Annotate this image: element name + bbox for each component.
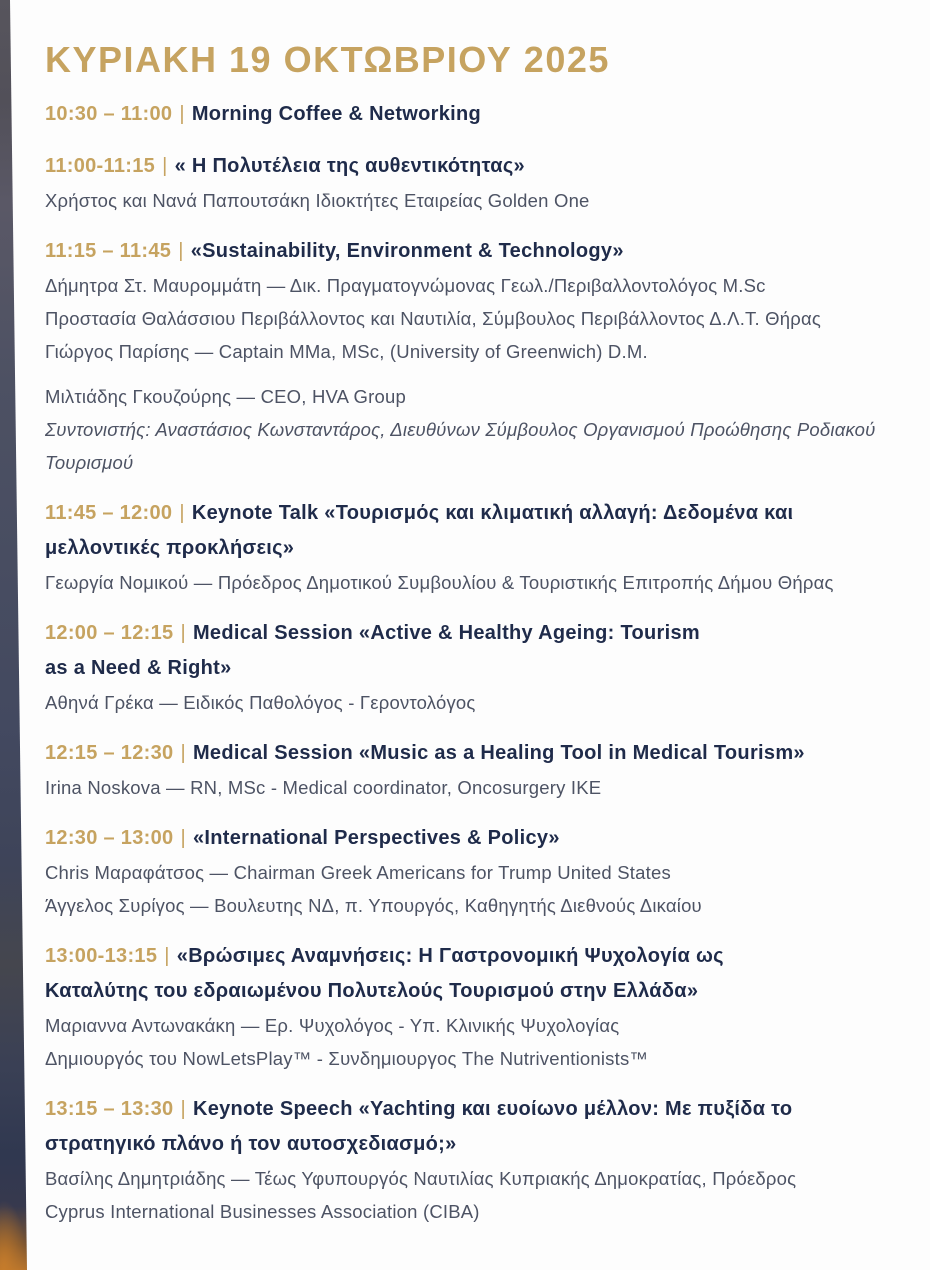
session-speaker: Χρήστος και Νανά Παπουτσάκη Ιδιοκτήτες Εταιρείας Golden One [45,190,590,211]
session-title: «International Perspectives & Policy» [192,827,560,849]
time-separator: | [178,240,184,262]
session-title-continuation: μελλοντικές προκλήσεις» [45,537,295,559]
session-header [45,1092,890,1127]
session-speaker: Μαριαννα Αντωνακάκη — Ερ. Ψυχολόγος - Υπ. Κλινικής Ψυχολογίας [45,1015,620,1036]
session-header [45,97,890,132]
session-time: 11:45 – 12:00 [45,502,173,524]
session-time: 13:15 – 13:30 [45,1098,174,1120]
session-time: 11:15 – 11:45 [45,240,172,262]
session-moderator: Συντονιστής: Αναστάσιος Κωνσταντάρος, Διευθύνων Σύμβουλος Οργανισμού Προώθησης Ροδιακού [45,419,876,440]
session-title: Medical Session «Active & Healthy Ageing: Tourism [192,622,700,644]
session-time: 10:30 – 11:00 [45,103,173,125]
session-speaker: Προστασία Θαλάσσιου Περιβάλλοντος και Ναυτιλία, Σύμβουλος Περιβάλλοντος Δ.Λ.Τ. Θήρας [45,308,821,329]
session-title: Keynote Talk «Τουρισμός και κλιματική αλλαγή: Δεδομένα και [191,502,794,524]
time-separator: | [179,103,185,125]
session-title-continuation: as a Need & Right» [45,657,232,679]
session-speaker: Δημιουργός του NowLetsPlay™ - Συνδημιουργος The Nutriventionists™ [45,1048,649,1069]
session-header [45,736,890,771]
session [45,939,890,1075]
time-separator: | [179,502,185,524]
session-title-continuation: Καταλύτης του εδραιωμένου Πολυτελούς Τουρισμού στην Ελλάδα» [45,980,699,1002]
session-title: «Sustainability, Environment & Technology» [190,240,624,262]
session-title: Morning Coffee & Networking [191,103,482,125]
time-separator: | [164,945,170,967]
session-header [45,939,890,974]
session-speaker: Δήμητρα Στ. Μαυρομμάτη — Δικ. Πραγματογνώμονας Γεωλ./Περιβαλλοντολόγος M.Sc [45,275,766,296]
session [45,234,890,479]
session-header [45,821,890,856]
session-time: 11:00-11:15 [45,155,156,177]
session-speaker: Γεωργία Νομικού — Πρόεδρος Δημοτικού Συμβουλίου & Τουριστικής Επιτροπής Δήμου Θήρας [45,572,834,593]
session [45,496,890,599]
session-moderator: Τουρισμού [45,452,134,473]
session-title: Keynote Speech «Yachting και ευοίωνο μέλλον: Με πυξίδα το [192,1098,793,1120]
session-header [45,496,890,531]
session-speaker: Chris Μαραφάτσος — Chairman Greek Americans for Trump United States [45,862,671,883]
session [45,821,890,922]
session [45,97,890,132]
session-header [45,149,890,184]
session-title-continuation: στρατηγικό πλάνο ή τον αυτοσχεδιασμό;» [45,1133,457,1155]
session [45,1092,890,1228]
session-title: «Βρώσιμες Αναμνήσεις: Η Γαστρονομική Ψυχολογία ως [176,945,724,967]
session-time: 12:00 – 12:15 [45,622,174,644]
session-speaker: Βασίλης Δημητριάδης — Τέως Υφυπουργός Ναυτιλίας Κυπριακής Δημοκρατίας, Πρόεδρος [45,1168,797,1189]
session-speaker: Γιώργος Παρίσης — Captain MMa, MSc, (University of Greenwich) D.M. [45,341,648,362]
session-title: Medical Session «Music as a Healing Tool in Medical Tourism» [192,742,805,764]
session [45,149,890,217]
session-speaker: Irina Noskova — RN, MSc - Medical coordinator, Oncosurgery IKE [45,777,602,798]
session-header [45,234,890,269]
time-separator: | [180,827,186,849]
session-speaker: Μιλτιάδης Γκουζούρης — CEO, HVA Group [45,386,406,407]
time-separator: | [180,1098,186,1120]
session-list [45,97,890,1228]
session-time: 12:30 – 13:00 [45,827,174,849]
time-separator: | [180,622,186,644]
time-separator: | [180,742,186,764]
program-page [45,40,890,1228]
background-photo-edge [0,0,28,1270]
session-header [45,616,890,651]
session [45,736,890,804]
session-time: 13:00-13:15 [45,945,158,967]
session [45,616,890,719]
session-speaker: Cyprus International Businesses Association (CIBA) [45,1201,480,1222]
session-speaker: Άγγελος Συρίγος — Βουλευτης ΝΔ, π. Υπουργός, Καθηγητής Διεθνούς Δικαίου [45,895,702,916]
session-time: 12:15 – 12:30 [45,742,174,764]
time-separator: | [162,155,168,177]
session-speaker: Αθηνά Γρέκα — Ειδικός Παθολόγος - Γεροντολόγος [45,692,476,713]
session-title: « Η Πολυτέλεια της αυθεντικότητας» [174,155,525,177]
page-title: ΚΥΡΙΑΚΗ 19 ΟΚΤΩΒΡΙΟΥ 2025 [45,39,610,80]
